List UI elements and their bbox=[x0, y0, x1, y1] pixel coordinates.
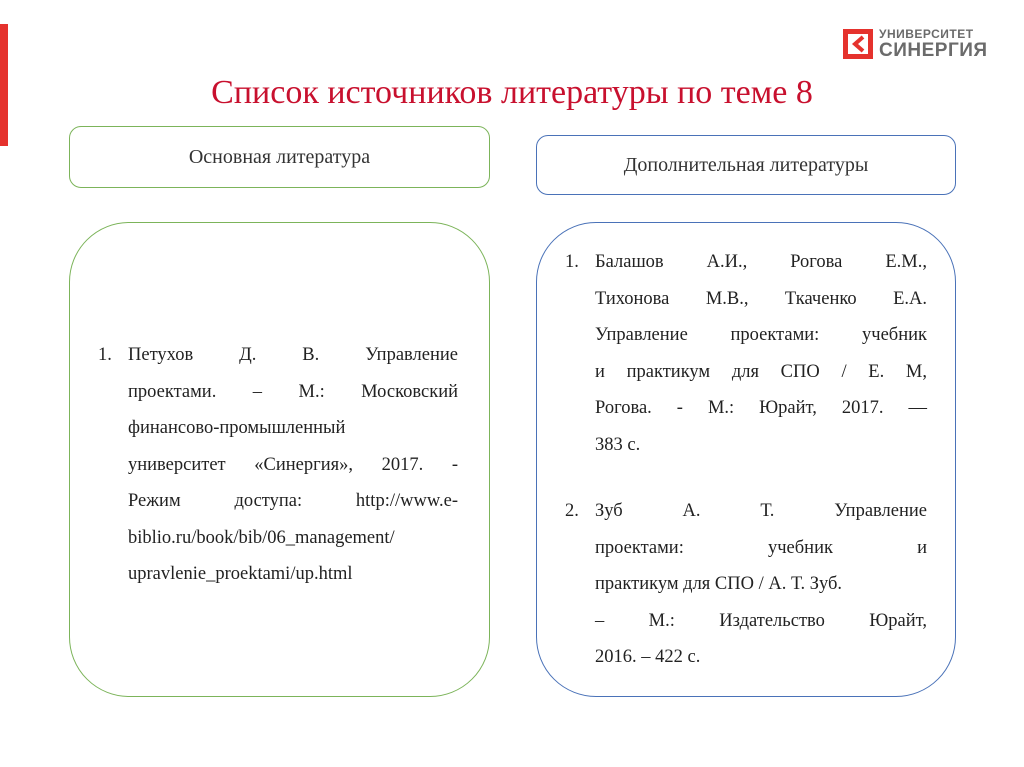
text-line: 383 с. bbox=[595, 434, 641, 455]
additional-literature-header-label: Дополнительная литературы bbox=[623, 153, 869, 176]
text-line: практикум для СПО / А. Т. Зуб. bbox=[595, 574, 843, 594]
university-logo bbox=[843, 28, 988, 60]
text-line: 2016. – 422 с. bbox=[595, 647, 701, 667]
logo-line1: УНИВЕРСИТЕТ bbox=[879, 27, 974, 41]
text-line: Режим доступа: http://www.e- bbox=[128, 491, 458, 511]
main-literature-list bbox=[98, 337, 458, 593]
text-line: университет «Синергия», 2017. - bbox=[128, 454, 458, 475]
text-line: проектами. – М.: Московский bbox=[128, 381, 458, 402]
list-item-number: 2. bbox=[565, 501, 579, 521]
synergy-logo-icon bbox=[843, 29, 873, 59]
list-item-text bbox=[128, 337, 458, 593]
text-line: Зуб А. Т. Управление bbox=[595, 501, 927, 521]
slide-title: Список источников литературы по теме 8 bbox=[211, 74, 813, 111]
text-line: Балашов А.И., Рогова Е.М., bbox=[595, 252, 927, 272]
list-item-text bbox=[595, 493, 927, 676]
list-item bbox=[565, 244, 927, 463]
list-item-number: 1. bbox=[98, 345, 112, 365]
list-item bbox=[98, 337, 458, 593]
main-literature-header bbox=[69, 126, 490, 188]
text-line: Рогова. - М.: Юрайт, 2017. — bbox=[595, 398, 927, 418]
text-line: и практикум для СПО / Е. М, bbox=[595, 361, 927, 382]
additional-literature-list bbox=[565, 244, 927, 676]
text-line: проектами: учебник и bbox=[595, 537, 927, 558]
list-item-number: 1. bbox=[565, 252, 579, 272]
list-item bbox=[565, 493, 927, 676]
text-line: Управление проектами: учебник bbox=[595, 325, 927, 345]
list-spacer bbox=[565, 463, 927, 493]
text-line: upravlenie_proektami/up.html bbox=[128, 564, 353, 584]
list-item-text bbox=[595, 244, 927, 463]
main-literature-header-label: Основная литература bbox=[188, 145, 371, 168]
text-line: Тихонова М.В., Ткаченко Е.А. bbox=[595, 288, 927, 309]
logo-line2: СИНЕРГИЯ bbox=[879, 40, 988, 61]
text-line: финансово-промышленный bbox=[128, 418, 346, 438]
text-line: Петухов Д. В. Управление bbox=[128, 345, 458, 365]
text-line: – М.: Издательство Юрайт, bbox=[595, 610, 927, 631]
text-line: biblio.ru/book/bib/06_management/ bbox=[128, 527, 395, 548]
additional-literature-header bbox=[536, 135, 956, 195]
